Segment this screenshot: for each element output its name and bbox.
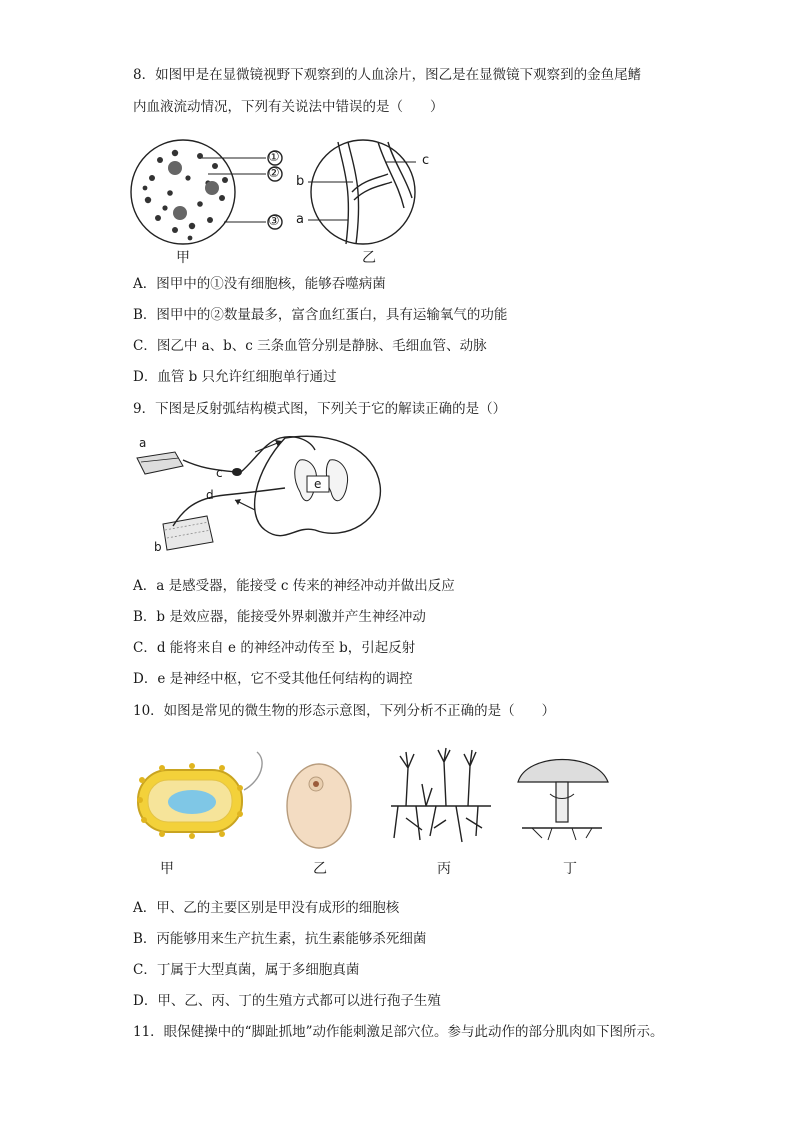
q10-option-a: A．甲、乙的主要区别是甲没有成形的细胞核 [133,900,400,916]
q8-stem-line1: 8．如图甲是在显微镜视野下观察到的人血涂片，图乙是在显微镜下观察到的金鱼尾鳍 [133,67,642,83]
q8-option-c: C．图乙中 a、b、c 三条血管分别是静脉、毛细血管、动脉 [133,338,487,354]
q9-stem: 9．下图是反射弧结构模式图，下列关于它的解读正确的是（） [133,401,507,417]
q10-mold-figure [386,748,496,848]
q8-label-a: a [296,212,304,227]
q10-option-b: B．丙能够用来生产抗生素，抗生素能够杀死细菌 [133,931,427,947]
q10-mushroom-figure [512,742,612,842]
q8-blood-smear-figure [130,138,290,248]
q9-label-e: e [314,477,322,491]
q8-label-2: ② [268,166,280,181]
q10-bacterium-figure [132,750,272,850]
q8-label-1: ① [268,150,280,165]
q10-stem: 10．如图是常见的微生物的形态示意图，下列分析不正确的是（ ） [133,703,556,719]
q8-caption-yi: 乙 [362,250,376,266]
q9-label-b: b [154,540,162,554]
q8-option-a: A．图甲中的①没有细胞核，能够吞噬病菌 [133,276,386,292]
q9-label-a: a [139,436,147,450]
q8-label-3: ③ [268,214,280,229]
q9-option-a: A．a 是感受器，能接受 c 传来的神经冲动并做出反应 [133,578,455,594]
q10-yeast-figure [284,762,354,852]
q10-option-c: C．丁属于大型真菌，属于多细胞真菌 [133,962,360,978]
q8-option-b: B．图甲中的②数量最多，富含血红蛋白，具有运输氧气的功能 [133,307,508,323]
q10-caption-ding: 丁 [563,861,577,877]
q10-option-d: D．甲、乙、丙、丁的生殖方式都可以进行孢子生殖 [133,993,441,1009]
q8-fish-tail-figure [308,138,418,248]
q9-reflex-arc-figure [135,430,395,560]
q9-label-c: c [216,466,223,480]
q8-caption-jia: 甲 [176,250,190,266]
q8-label-b: b [296,174,305,189]
q9-option-c: C．d 能将来自 e 的神经冲动传至 b，引起反射 [133,640,416,656]
q8-label-c: c [422,153,430,168]
q9-label-d: d [206,488,214,502]
q9-option-d: D．e 是神经中枢，它不受其他任何结构的调控 [133,671,413,687]
q10-caption-jia: 甲 [160,861,174,877]
q8-stem-line2: 内血液流动情况，下列有关说法中错误的是（ ） [133,99,444,115]
q10-caption-yi: 乙 [313,861,327,877]
q11-stem: 11．眼保健操中的“脚趾抓地”动作能刺激足部穴位。参与此动作的部分肌肉如下图所示。 [133,1024,664,1040]
q9-option-b: B．b 是效应器，能接受外界刺激并产生神经冲动 [133,609,426,625]
q10-caption-bing: 丙 [437,861,451,877]
q8-option-d: D．血管 b 只允许红细胞单行通过 [133,369,337,385]
